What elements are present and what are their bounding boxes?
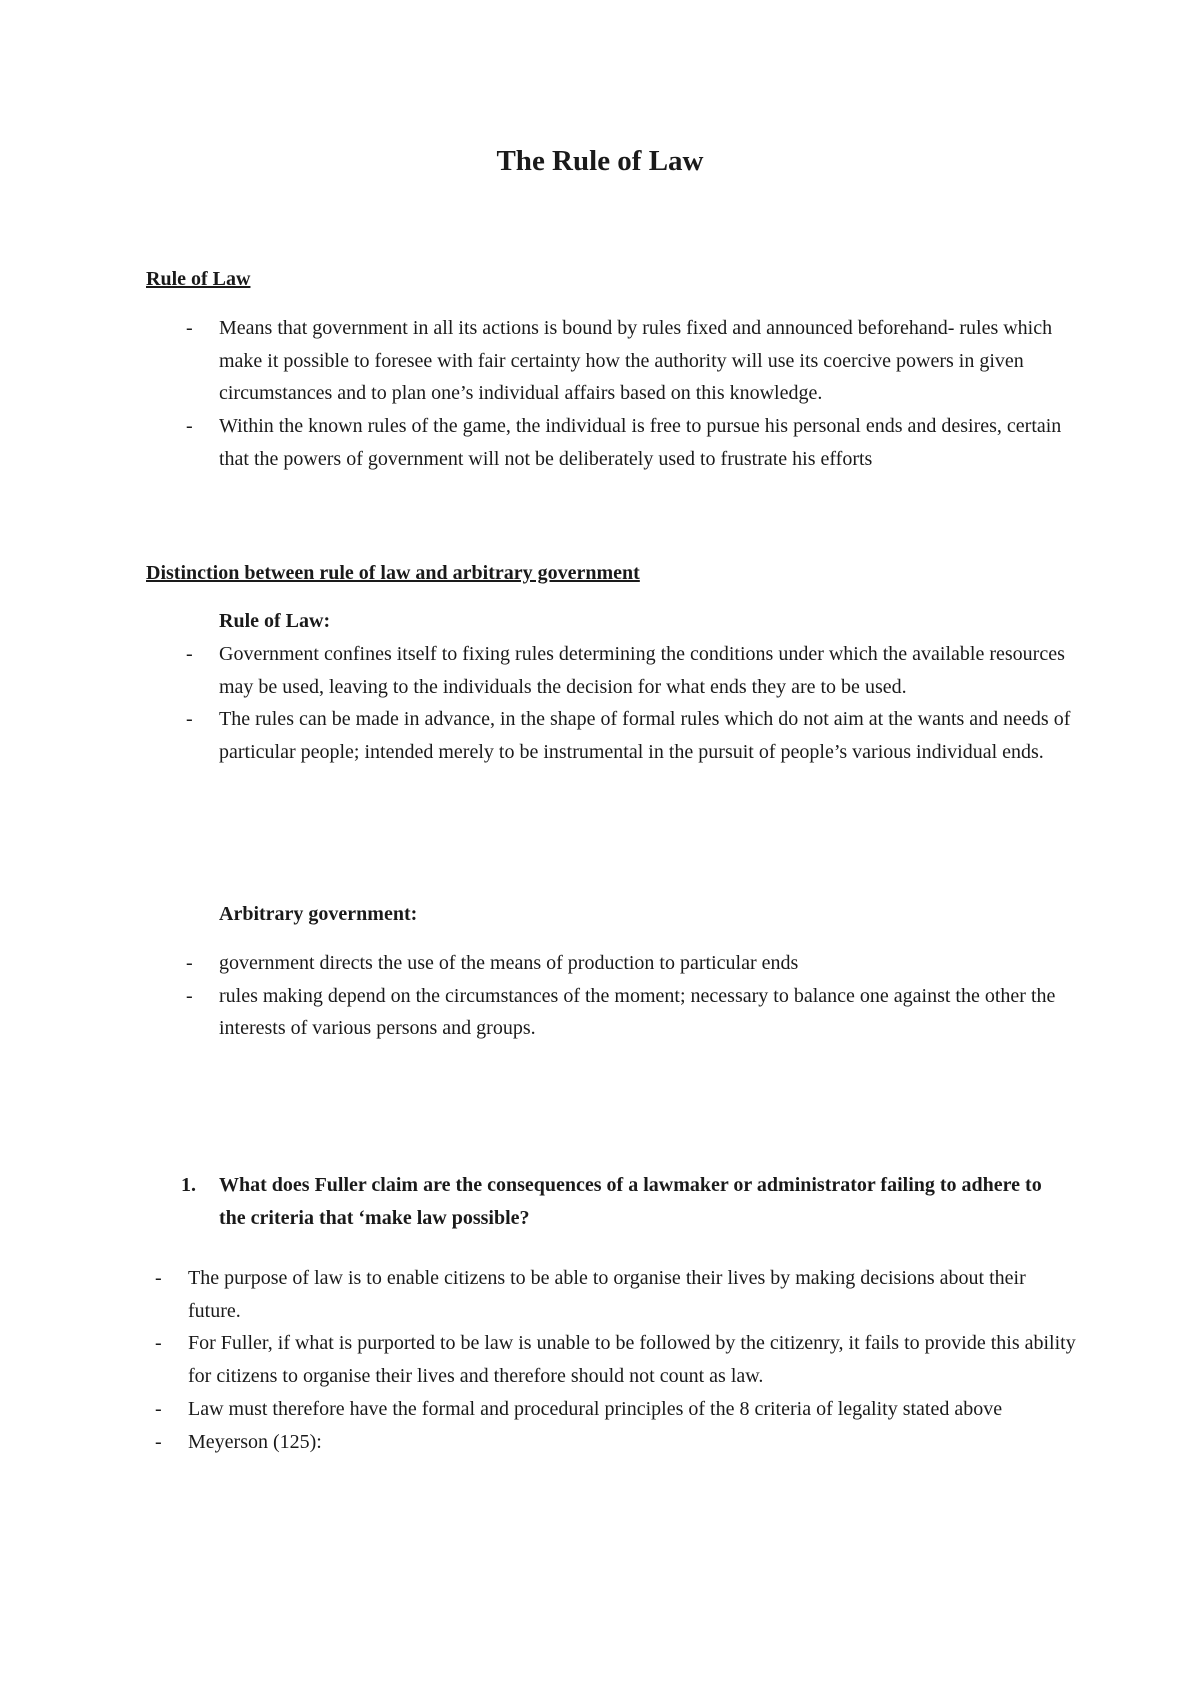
list-item-text: Government confines itself to fixing rules determining the conditions under which the available resources may be used, leaving to the individuals the decision for what ends they are to be used. <box>219 643 1065 698</box>
section-heading-rule-of-law: Rule of Law <box>146 268 251 290</box>
bullet-dash: - <box>186 984 193 1007</box>
bullet-dash: - <box>186 708 193 731</box>
list-item-text: The rules can be made in advance, in the shape of formal rules which do not aim at the wants and needs of particular people; intended merely to be instrumental in the pursuit of people’s various individual ends. <box>219 708 1071 764</box>
question-1 <box>181 1169 1069 1234</box>
list-item-text: rules making depend on the circumstances of the moment; necessary to balance one against the other the interests of various persons and groups. <box>219 984 1056 1040</box>
bullet-dash: - <box>186 317 193 339</box>
list-item-text: For Fuller, if what is purported to be law is unable to be followed by the citizenry, it fails to provide this ability for citizens to organise their lives and therefore should not count as law. <box>188 1332 1076 1388</box>
rule-of-law-points-list <box>186 638 1079 769</box>
bullet-dash: - <box>155 1267 162 1289</box>
question-text: What does Fuller claim are the consequences of a lawmaker or administrator failing to adhere to the criteria that ‘make law possible? <box>219 1174 1042 1229</box>
list-item <box>186 980 1079 1045</box>
list-item <box>155 1426 1080 1459</box>
list-item-text: government directs the use of the means of production to particular ends <box>219 952 799 974</box>
list-item-text: Law must therefore have the formal and procedural principles of the 8 criteria of legality stated above <box>188 1397 1003 1420</box>
bullet-dash: - <box>155 1397 162 1420</box>
list-item-text: Means that government in all its actions is bound by rules fixed and announced beforehand- rules which make it possible to foresee with fair certainty how the authority will use its coercive powers in given circumstances and to plan one’s individual affairs based on this knowledge. <box>219 317 1053 405</box>
bullet-dash: - <box>186 415 193 438</box>
bullet-dash: - <box>186 952 193 974</box>
arbitrary-government-list <box>186 947 1079 1045</box>
rule-of-law-list <box>186 312 1079 476</box>
list-item <box>155 1393 1080 1426</box>
subheading-arbitrary-government: Arbitrary government: <box>219 903 418 925</box>
list-item <box>155 1327 1080 1392</box>
bullet-dash: - <box>155 1430 162 1453</box>
list-item <box>186 410 1079 475</box>
list-item <box>186 703 1079 768</box>
question-number: 1. <box>181 1174 196 1196</box>
section-heading-distinction: Distinction between rule of law and arbitrary government <box>146 562 640 584</box>
list-item <box>186 947 1079 980</box>
question-1-answer-list <box>155 1262 1080 1458</box>
list-item-text: Within the known rules of the game, the individual is free to pursue his personal ends and desires, certain that the powers of government will not be deliberately used to frustrate his efforts <box>219 415 1062 470</box>
page-title: The Rule of Law <box>496 145 704 177</box>
bullet-dash: - <box>155 1332 162 1355</box>
list-item-text: Meyerson (125): <box>188 1430 322 1453</box>
list-item <box>155 1262 1080 1327</box>
list-item <box>186 312 1079 410</box>
list-item <box>186 638 1079 703</box>
subheading-rule-of-law: Rule of Law: <box>219 610 331 632</box>
bullet-dash: - <box>186 643 193 665</box>
list-item-text: The purpose of law is to enable citizens to be able to organise their lives by making decisions about their future. <box>188 1267 1026 1322</box>
